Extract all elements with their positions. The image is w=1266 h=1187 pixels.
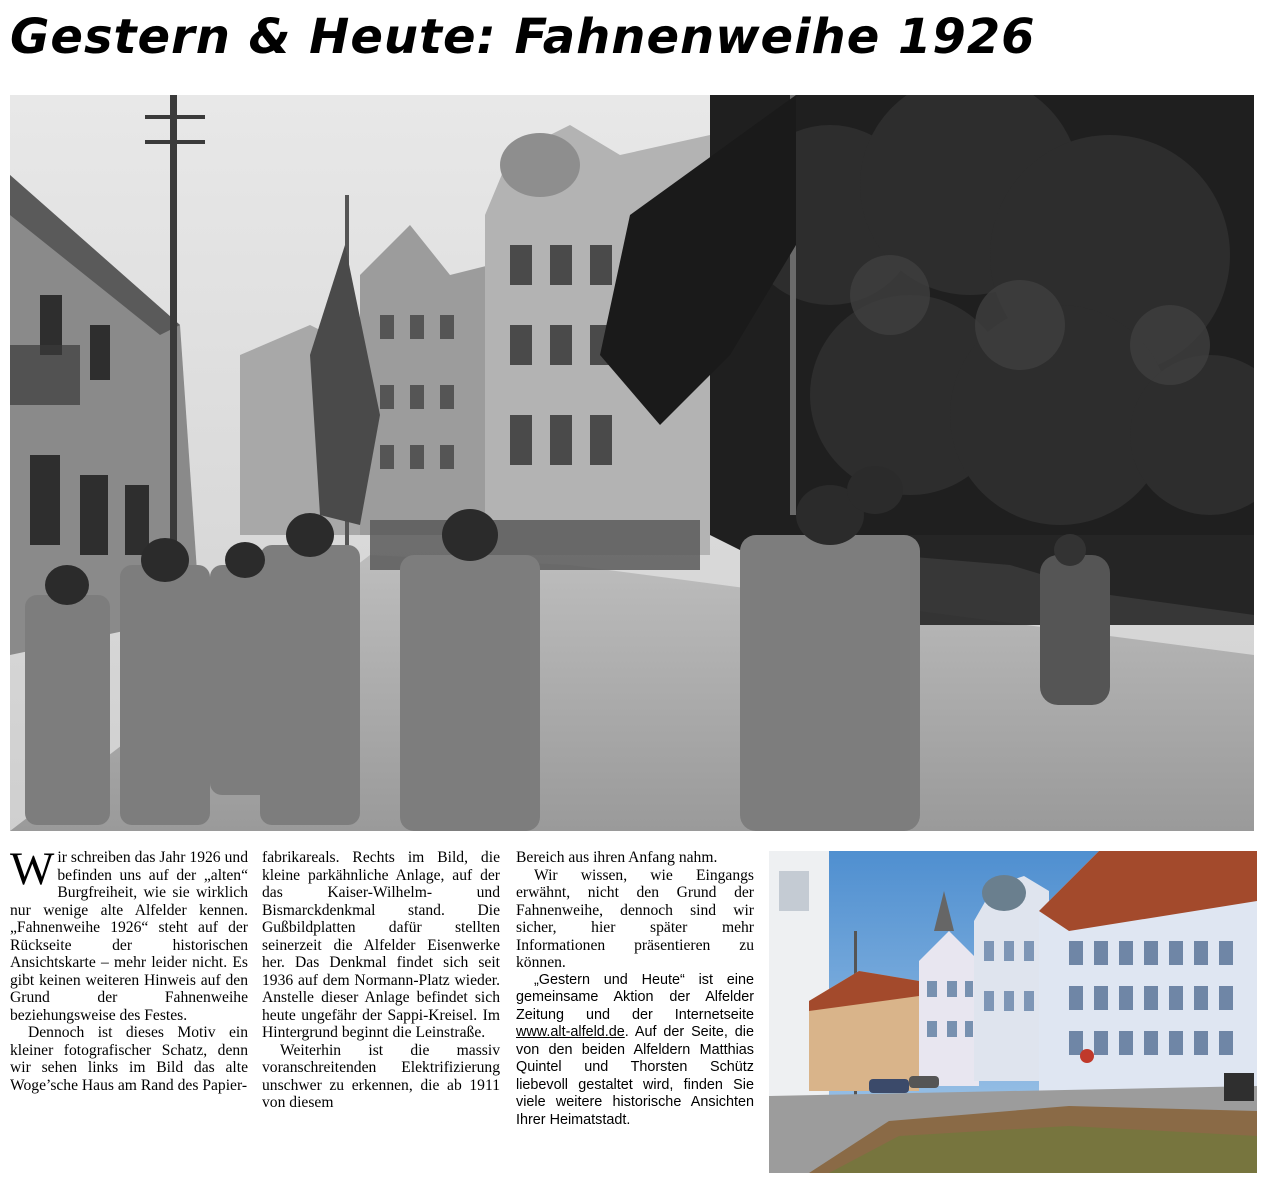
paragraph: fabrikareals. Rechts im Bild, die kleine parkähnliche Anlage, auf der das Kaiser-Wilhelm- und Bismarckdenkmal stand. Die Gußbildplatten dafür stellten seinerzeit die Alfelder Eisenwerke her. Das Denkmal findet sich seit 1936 auf dem Normann-Platz wieder. Anstelle dieser Anlage befindet sich heute ungefähr der Sappi-Kreisel. Im Hintergrund beginnt die Leinstraße. — [262, 849, 500, 1041]
article-column-2 — [262, 849, 500, 1112]
paragraph: Wir wissen, wie Eingangs erwähnt, nicht den Grund der Fahnenweihe, dennoch sind wir sicher, hier später mehr Informationen präsentieren zu können. — [516, 866, 754, 971]
paragraph: Weiterhin ist die massiv voranschreitenden Elektrifizierung unschwer zu erkennen, die ab 1911 von diesem — [262, 1041, 500, 1111]
paragraph-text: ir schreiben das Jahr 1926 und befinden uns auf der „alten“ Burgfreiheit, wie sie wirklich nur wenige alte Alfelder kennen. „Fahnenweihe 1926“ steht auf der Rückseite der historischen Ansichtskarte – mehr leider nicht. Es gibt keinen weiteren Hinweis auf den Grund der Fahnenweihe beziehungsweise des Festes. — [10, 849, 248, 1024]
drop-cap: W — [10, 843, 55, 895]
website-link[interactable]: www.alt-alfeld.de — [516, 1024, 625, 1040]
paragraph: Bereich aus ihren Anfang nahm. — [516, 849, 718, 866]
headline: Gestern & Heute: Fahnenweihe 1926 — [10, 9, 1036, 65]
paragraph: Dennoch ist dieses Motiv ein kleiner fotografischer Schatz, denn wir sehen links im Bild das alte Woge’sche Haus am Rand des Papier- — [10, 1024, 248, 1094]
modern-photo — [769, 851, 1257, 1173]
historic-photo — [10, 95, 1254, 831]
note-text: „Gestern und Heute“ ist eine gemeinsame Aktion der Alfelder Zeitung und der Internetseite — [516, 971, 754, 1023]
paragraph — [10, 843, 248, 1024]
article-column-1 — [10, 843, 248, 1094]
note-text: . Auf der Seite, die von den beiden Alfeldern Matthias Quintel und Thorsten Schütz liebevoll gestaltet wird, finden Sie viele weitere historische Ansichten Ihrer Heimatstadt. — [516, 1024, 754, 1128]
article-column-3 — [516, 849, 754, 1129]
info-note — [516, 972, 754, 1130]
